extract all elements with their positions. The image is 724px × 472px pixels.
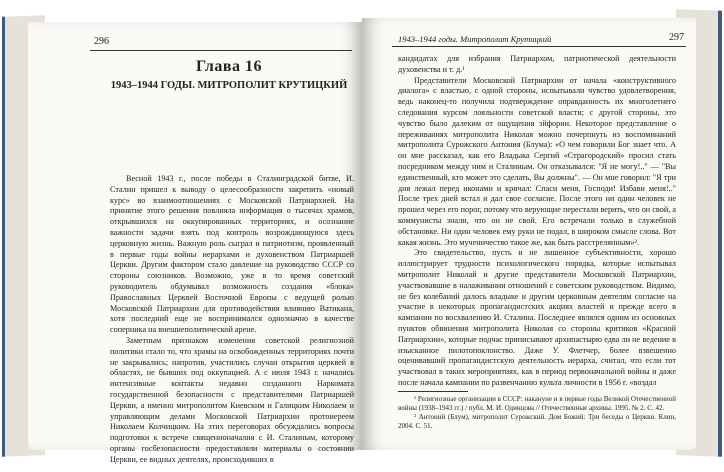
- paragraph: Представители Московской Патриархии от начала «конструктивного диалога» с властью, с одной стороны, испытывали чувство удовлетворения, ведь наконец-то получила подтверждение оправданность их многолетнего следования курсом лояльности советской власти; с другой стороны, это чувство было далеким от ощущения эйфории. Некоторое представление о переживаниях митрополита Николая можно почерпнуть из воспоминаний митрополита Сурожского Антония (Блума): «О чем говорили Бог знает что. А он мне рассказал, как его Владыка Сергий «Страгородский» просил стать посредником между ним и Сталиным. Он отказывался: "Я не могу!.." — "Вы единственный, кто может это сделать, Вы должны". — Он мне говорил: "Я три дня лежал перед иконами и кричал: Спаси меня, Господи! Избави меня!.." После трех дней встал и дал свое согласие. После этого ни один человек не прошел через его порог, потому что верующие перестали верить, что он свой, а коммунисты знали, что он не свой. Его встречали только в служебной обстановке. Ни один человек ему руки не подал, в широком смысле слова. Вот какая жизнь. Это мученичество такое же, как быть расстрелянным»².: [398, 75, 676, 247]
- footnote: ² Антоний (Блум), митрополит Сурожский. Дом Божий: Три беседы о Церкви. Клин, 2004. С. 51.: [398, 412, 676, 430]
- page-number: 296: [94, 36, 109, 47]
- paragraph: кандидатах для избрания Патриархом, патриотической деятельности духовенства и т. д.¹: [398, 54, 676, 74]
- body-text: [398, 54, 676, 431]
- footnote: ¹ Религиозные организации в СССР: накануне и в первые годы Великой Отечественной войны (1938–1943 гг.) / публ. М. И. Одинцова // Отечественные архивы. 1995. № 2. С. 42.: [398, 394, 676, 412]
- page-number: 297: [669, 32, 684, 43]
- chapter-title: Глава 16: [196, 58, 262, 75]
- left-page: [28, 22, 362, 464]
- body-text: [110, 174, 354, 466]
- paragraph: Это свидетельство, пусть и не лишенное субъективности, хорошо иллюстрирует трудности психологического порядка, которые испытывал митрополит Николай и другие представители Московской Патриархии, участвовавшие в налаживании отношений с советским руководством. Видимо, не без колебаний далось владыке и другим церковным деятелям согласие на участие в некоторых пропагандистских акциях властей и прежде всего в кампании по восхвалению И. Сталина. Последнее являлся одним из основных пунктов обвинения митрополита Николая со стороны критиков «Красной Патриархии», которые подчас приписывают архипастырю едва ли не ведение в изысканное пилотопоклонство. Даже У. Флетчер, более взвешенно оценивавший пропагандистскую деятельность иерарха, считал, что если тот участвовал в таких мероприятиях, как в период первоначальной войны и даже после начала кампании по развенчанию культа личности в 1956 г. «воздал: [398, 248, 676, 387]
- paragraph: Весной 1943 г., после победы в Сталинградской битве, И. Сталин пришел к выводу о целесообразности закрепить «новый курс» во взаимоотношениях с Московской Патриархией. На принятие этого решения повлияла информация о тысячах храмов, открывшихся на оккупированных территориях, и осознание важности задачи взять под контроль возрождающуюся здесь церковную жизнь. Важную роль сыграл и патриотизм, проявленный в первые годы войны иерархами и духовенством Патриаршей Церкви. Другим фактором стало давление на руководство СССР со стороны союзников. Возможно, уже в то время советский руководитель обдумывал возможность создания «блока» Православных Церквей Восточной Европы с ведущей ролью Московской Патриархии для противодействия влиянию Ватикана, хотя последний еще не воспринимался однозначно в качестве соперника на внешнеполитической арене.: [110, 174, 354, 335]
- right-page: [362, 18, 696, 450]
- running-head: 1943–1944 годы. Митрополит Крутицкий: [398, 34, 552, 44]
- header-rule: [90, 50, 352, 51]
- footnote-rule: [398, 391, 468, 392]
- paragraph: Заметным признаком изменения советской религиозной политики стало то, что храмы на освобожденных территориях почти не закрывались; напротив, участились случаи открытия церквей в областях, не бывших под оккупацией. А с июля 1943 г. начались интенсивные контакты недавно созданного Наркомата государственной безопасности с представителями Патриаршей Церкви, а именно митрополитом Киевским и Галицким Николаем и управляющим делами Московской Патриархии протоиереем Николаем Колчицким. На этих переговорах обсуждались вопросы подготовки к встрече священноначалия с И. Сталиным, которому органы госбезопасности предоставляли материалы о состоянии Церкви, ее видных деятелях, происходивших в: [110, 335, 354, 464]
- header-rule: [392, 46, 686, 47]
- chapter-subtitle: 1943–1944 ГОДЫ. МИТРОПОЛИТ КРУТИЦКИЙ: [110, 80, 348, 91]
